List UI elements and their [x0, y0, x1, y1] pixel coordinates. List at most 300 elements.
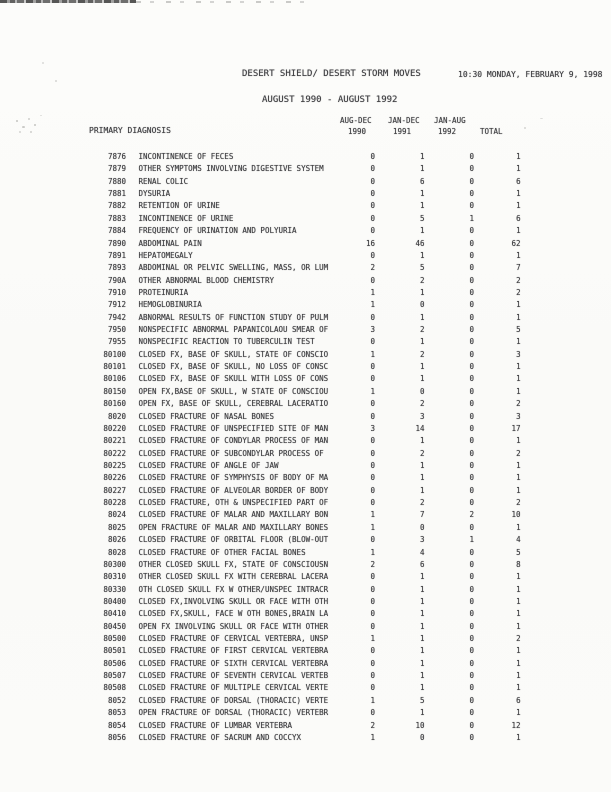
- count-jan-dec-1991: 1: [420, 201, 425, 211]
- count-aug-dec-1990: 0: [370, 312, 376, 322]
- count-jan-aug-1992: 0: [469, 448, 475, 458]
- diagnosis-label: INCONTINENCE OF FECES: [138, 152, 234, 161]
- diagnosis-code: 8028: [107, 547, 126, 557]
- diagnosis-code: 7876: [107, 152, 126, 161]
- count-jan-dec-1991: 4: [420, 547, 425, 557]
- count-aug-dec-1990: 2: [370, 263, 376, 273]
- diagnosis-label: CLOSED FRACTURE OF MULTIPLE CERVICAL VERTE: [138, 683, 329, 693]
- table-row: [0, 386, 611, 398]
- diagnosis-label: DYSURIA: [138, 189, 171, 199]
- table-row: [0, 522, 611, 534]
- table-row: [0, 732, 611, 744]
- table-row: [0, 596, 611, 608]
- count-jan-dec-1991: 0: [420, 522, 425, 532]
- table-row: [0, 608, 611, 620]
- diagnosis-code: 80160: [103, 399, 126, 409]
- diagnosis-code: 8026: [107, 535, 126, 545]
- table-row: [0, 324, 611, 336]
- count-aug-dec-1990: 0: [370, 708, 376, 718]
- diagnosis-code: 7881: [107, 189, 126, 199]
- diagnosis-label: OPEN FX INVOLVING SKULL OR FACE WITH OTHER: [138, 621, 329, 631]
- diagnosis-label: CLOSED FRACTURE, OTH & UNSPECIFIED PART OF: [138, 498, 329, 508]
- column-header-period3: JAN-AUG: [434, 116, 466, 125]
- count-jan-dec-1991: 1: [420, 658, 425, 668]
- count-jan-aug-1992: 0: [469, 226, 475, 236]
- count-total: 5: [516, 325, 521, 335]
- count-aug-dec-1990: 1: [370, 522, 376, 532]
- table-row: [0, 398, 611, 410]
- count-jan-dec-1991: 1: [420, 621, 425, 631]
- diagnosis-code: 7910: [107, 287, 126, 297]
- diagnosis-code: 80228: [103, 498, 126, 508]
- count-aug-dec-1990: 1: [370, 300, 376, 310]
- count-total: 7: [516, 263, 521, 273]
- diagnosis-label: CLOSED FRACTURE OF CERVICAL VERTEBRA, UNSP: [138, 634, 329, 644]
- scan-speck: [16, 120, 18, 122]
- count-total: 1: [516, 683, 521, 693]
- table-row: [0, 312, 611, 324]
- count-jan-dec-1991: 1: [420, 708, 425, 718]
- count-jan-aug-1992: 0: [469, 349, 475, 359]
- table-row: [0, 621, 611, 633]
- count-total: 1: [516, 300, 521, 310]
- table-row: [0, 584, 611, 596]
- count-total: 1: [516, 374, 521, 384]
- table-row: [0, 695, 611, 707]
- count-jan-dec-1991: 5: [420, 695, 425, 705]
- table-row: [0, 559, 611, 571]
- diagnosis-label: RENAL COLIC: [138, 176, 189, 186]
- count-total: 17: [511, 423, 521, 433]
- count-jan-dec-1991: 1: [420, 189, 425, 199]
- diagnosis-label: OPEN FRACTURE OF DORSAL (THORACIC) VERTEBR: [138, 708, 329, 718]
- diagnosis-label: INCONTINENCE OF URINE: [138, 213, 234, 223]
- table-row: [0, 448, 611, 460]
- count-jan-aug-1992: 0: [469, 300, 475, 310]
- table-row: [0, 287, 611, 299]
- count-jan-dec-1991: 3: [420, 535, 425, 545]
- count-jan-aug-1992: 0: [469, 374, 475, 384]
- count-jan-aug-1992: 0: [469, 695, 475, 705]
- count-jan-aug-1992: 0: [469, 312, 475, 322]
- count-aug-dec-1990: 0: [370, 646, 376, 656]
- table-body: [0, 151, 611, 744]
- count-jan-dec-1991: 1: [420, 362, 425, 372]
- diagnosis-code: 8025: [107, 522, 126, 532]
- diagnosis-code: 8056: [107, 732, 126, 742]
- table-row: [0, 435, 611, 447]
- count-total: 10: [511, 510, 521, 520]
- table-row: [0, 225, 611, 237]
- diagnosis-label: CLOSED FRACTURE OF ALVEOLAR BORDER OF BODY: [138, 485, 329, 495]
- count-aug-dec-1990: 0: [370, 584, 376, 594]
- count-aug-dec-1990: 0: [370, 535, 376, 545]
- diagnosis-label: CLOSED FRACTURE OF ORBITAL FLOOR (BLOW-OUT: [138, 535, 329, 545]
- scan-speck: [55, 80, 57, 82]
- count-total: 2: [516, 287, 521, 297]
- diagnosis-label: CLOSED FRACTURE OF UNSPECIFIED SITE OF MAN: [138, 423, 329, 433]
- count-jan-aug-1992: 0: [469, 732, 475, 742]
- scan-speck: [19, 131, 21, 133]
- count-jan-aug-1992: 0: [469, 547, 475, 557]
- count-jan-aug-1992: 0: [469, 498, 475, 508]
- table-row: [0, 188, 611, 200]
- diagnosis-label: CLOSED FX, BASE OF SKULL, NO LOSS OF CONSC: [138, 362, 329, 372]
- diagnosis-label: CLOSED FX, BASE OF SKULL WITH LOSS OF CONS: [138, 374, 329, 384]
- count-jan-dec-1991: 1: [420, 460, 425, 470]
- count-jan-aug-1992: 0: [469, 399, 475, 409]
- column-header-year3: 1992: [438, 127, 457, 136]
- count-jan-aug-1992: 0: [469, 152, 475, 161]
- diagnosis-code: 7879: [107, 164, 126, 174]
- count-aug-dec-1990: 0: [370, 621, 376, 631]
- count-jan-aug-1992: 2: [469, 510, 475, 520]
- count-aug-dec-1990: 1: [370, 695, 376, 705]
- count-total: 1: [516, 201, 521, 211]
- diagnosis-label: CLOSED FRACTURE OF CONDYLAR PROCESS OF MAN: [138, 436, 329, 446]
- count-jan-aug-1992: 0: [469, 559, 475, 569]
- count-jan-dec-1991: 10: [415, 720, 425, 730]
- count-total: 2: [516, 498, 521, 508]
- count-jan-aug-1992: 0: [469, 671, 475, 681]
- count-total: 5: [516, 547, 521, 557]
- count-jan-dec-1991: 1: [420, 646, 425, 656]
- count-total: 1: [516, 485, 521, 495]
- diagnosis-code: 80400: [103, 596, 126, 606]
- count-total: 4: [516, 535, 521, 545]
- count-jan-dec-1991: 1: [420, 634, 425, 644]
- count-total: 1: [516, 164, 521, 174]
- diagnosis-code: 7893: [107, 263, 126, 273]
- count-jan-dec-1991: 2: [420, 349, 425, 359]
- count-total: 1: [516, 312, 521, 322]
- count-jan-dec-1991: 1: [420, 164, 425, 174]
- table-row: [0, 200, 611, 212]
- table-row: [0, 645, 611, 657]
- count-total: 62: [511, 238, 521, 248]
- count-aug-dec-1990: 0: [370, 399, 376, 409]
- table-row: [0, 460, 611, 472]
- scan-speck: [34, 124, 36, 126]
- column-header-period1: AUG-DEC: [340, 116, 372, 125]
- count-jan-aug-1992: 0: [469, 720, 475, 730]
- count-total: 1: [516, 658, 521, 668]
- diagnosis-label: FREQUENCY OF URINATION AND POLYURIA: [138, 226, 297, 236]
- column-header-primary-diagnosis: PRIMARY DIAGNOSIS: [89, 126, 171, 135]
- count-aug-dec-1990: 1: [370, 349, 376, 359]
- diagnosis-label: CLOSED FRACTURE OF OTHER FACIAL BONES: [138, 547, 306, 557]
- diagnosis-code: 80220: [103, 423, 126, 433]
- count-aug-dec-1990: 0: [370, 213, 376, 223]
- table-row: [0, 497, 611, 509]
- count-jan-dec-1991: 5: [420, 263, 425, 273]
- count-jan-dec-1991: 1: [420, 312, 425, 322]
- count-jan-dec-1991: 0: [420, 386, 425, 396]
- count-total: 1: [516, 732, 521, 742]
- diagnosis-label: OTHER CLOSED SKULL FX WITH CEREBRAL LACERA: [138, 572, 329, 582]
- count-aug-dec-1990: 0: [370, 189, 376, 199]
- count-aug-dec-1990: 0: [370, 609, 376, 619]
- count-jan-aug-1992: 0: [469, 584, 475, 594]
- count-total: 12: [511, 720, 521, 730]
- count-aug-dec-1990: 3: [370, 423, 376, 433]
- count-aug-dec-1990: 0: [370, 275, 376, 285]
- count-aug-dec-1990: 3: [370, 325, 376, 335]
- diagnosis-code: 80300: [103, 559, 126, 569]
- count-jan-aug-1992: 0: [469, 609, 475, 619]
- diagnosis-code: 7891: [107, 250, 126, 260]
- scan-speck: [40, 115, 42, 116]
- table-row: [0, 720, 611, 732]
- scan-speck: [540, 118, 543, 119]
- count-aug-dec-1990: 0: [370, 164, 376, 174]
- count-aug-dec-1990: 0: [370, 485, 376, 495]
- diagnosis-label: CLOSED FRACTURE OF SYMPHYSIS OF BODY OF MA: [138, 473, 329, 483]
- diagnosis-label: ABNORMAL RESULTS OF FUNCTION STUDY OF PULM: [138, 312, 329, 322]
- count-total: 1: [516, 572, 521, 582]
- count-jan-aug-1992: 0: [469, 423, 475, 433]
- count-aug-dec-1990: 16: [366, 238, 376, 248]
- scan-speck: [524, 127, 526, 129]
- count-jan-dec-1991: 1: [420, 226, 425, 236]
- diagnosis-code: 80450: [103, 621, 126, 631]
- count-jan-dec-1991: 2: [420, 399, 425, 409]
- diagnosis-label: CLOSED FRACTURE OF LUMBAR VERTEBRA: [138, 720, 293, 730]
- diagnosis-code: 80508: [103, 683, 126, 693]
- diagnosis-code: 7955: [107, 337, 126, 347]
- diagnosis-code: 80507: [103, 671, 126, 681]
- count-jan-dec-1991: 1: [420, 374, 425, 384]
- table-row: [0, 373, 611, 385]
- count-jan-dec-1991: 2: [420, 325, 425, 335]
- diagnosis-code: 7882: [107, 201, 126, 211]
- diagnosis-label: CLOSED FRACTURE OF ANGLE OF JAW: [138, 460, 279, 470]
- table-row: [0, 547, 611, 559]
- scan-speck: [22, 126, 25, 128]
- count-jan-aug-1992: 0: [469, 646, 475, 656]
- count-jan-aug-1992: 0: [469, 287, 475, 297]
- count-aug-dec-1990: 2: [370, 720, 376, 730]
- count-jan-dec-1991: 1: [420, 287, 425, 297]
- count-jan-aug-1992: 0: [469, 708, 475, 718]
- column-header-year1: 1990: [348, 127, 367, 136]
- column-header-period2: JAN-DEC: [388, 116, 420, 125]
- count-jan-aug-1992: 1: [469, 535, 475, 545]
- count-aug-dec-1990: 0: [370, 226, 376, 236]
- count-jan-dec-1991: 1: [420, 250, 425, 260]
- diagnosis-code: 80150: [103, 386, 126, 396]
- count-jan-aug-1992: 0: [469, 325, 475, 335]
- count-total: 6: [516, 213, 521, 223]
- count-total: 1: [516, 621, 521, 631]
- count-jan-aug-1992: 0: [469, 473, 475, 483]
- table-row: [0, 151, 611, 163]
- count-aug-dec-1990: 0: [370, 572, 376, 582]
- table-row: [0, 163, 611, 175]
- count-jan-aug-1992: 0: [469, 658, 475, 668]
- diagnosis-code: 80106: [103, 374, 126, 384]
- count-aug-dec-1990: 0: [370, 448, 376, 458]
- diagnosis-code: 8052: [107, 695, 126, 705]
- diagnosis-label: OPEN FX,BASE OF SKULL, W STATE OF CONSCIOU: [138, 386, 329, 396]
- diagnosis-label: PROTEINURIA: [138, 287, 189, 297]
- diagnosis-code: 8024: [107, 510, 126, 520]
- count-jan-aug-1992: 0: [469, 337, 475, 347]
- count-jan-aug-1992: 0: [469, 621, 475, 631]
- count-jan-aug-1992: 0: [469, 436, 475, 446]
- count-jan-aug-1992: 0: [469, 522, 475, 532]
- count-aug-dec-1990: 0: [370, 658, 376, 668]
- count-jan-aug-1992: 0: [469, 201, 475, 211]
- count-aug-dec-1990: 0: [370, 250, 376, 260]
- count-total: 2: [516, 399, 521, 409]
- count-jan-dec-1991: 1: [420, 609, 425, 619]
- diagnosis-code: 80501: [103, 646, 126, 656]
- count-aug-dec-1990: 0: [370, 176, 376, 186]
- diagnosis-code: 80227: [103, 485, 126, 495]
- diagnosis-code: 8053: [107, 708, 126, 718]
- count-total: 1: [516, 596, 521, 606]
- diagnosis-code: 7883: [107, 213, 126, 223]
- count-jan-aug-1992: 1: [469, 213, 475, 223]
- count-total: 1: [516, 436, 521, 446]
- count-total: 1: [516, 250, 521, 260]
- table-row: [0, 658, 611, 670]
- diagnosis-label: ABDOMINAL PAIN: [138, 238, 202, 248]
- report-title: DESERT SHIELD/ DESERT STORM MOVES: [242, 69, 421, 79]
- table-row: [0, 213, 611, 225]
- count-jan-aug-1992: 0: [469, 683, 475, 693]
- table-row: [0, 299, 611, 311]
- count-aug-dec-1990: 0: [370, 436, 376, 446]
- count-jan-dec-1991: 1: [420, 683, 425, 693]
- count-jan-aug-1992: 0: [469, 189, 475, 199]
- diagnosis-code: 80101: [103, 362, 126, 372]
- diagnosis-label: CLOSED FX, BASE OF SKULL, STATE OF CONSCIO: [138, 349, 329, 359]
- count-total: 1: [516, 226, 521, 236]
- count-aug-dec-1990: 0: [370, 460, 376, 470]
- count-jan-aug-1992: 0: [469, 176, 475, 186]
- count-jan-aug-1992: 0: [469, 238, 475, 248]
- count-aug-dec-1990: 1: [370, 386, 376, 396]
- count-aug-dec-1990: 0: [370, 683, 376, 693]
- count-jan-aug-1992: 0: [469, 485, 475, 495]
- count-total: 1: [516, 337, 521, 347]
- table-row: [0, 472, 611, 484]
- diagnosis-code: 80221: [103, 436, 126, 446]
- diagnosis-label: NONSPECIFIC ABNORMAL PAPANICOLAOU SMEAR OF: [138, 325, 329, 335]
- table-row: [0, 275, 611, 287]
- count-jan-dec-1991: 1: [420, 152, 425, 161]
- count-jan-dec-1991: 1: [420, 596, 425, 606]
- count-jan-aug-1992: 0: [469, 411, 475, 421]
- diagnosis-code: 7912: [107, 300, 126, 310]
- diagnosis-label: NONSPECIFIC REACTION TO TUBERCULIN TEST: [138, 337, 315, 347]
- table-row: [0, 176, 611, 188]
- diagnosis-code: 7880: [107, 176, 126, 186]
- count-total: 2: [516, 448, 521, 458]
- diagnosis-code: 80226: [103, 473, 126, 483]
- count-jan-dec-1991: 2: [420, 498, 425, 508]
- scan-speck: [30, 131, 32, 133]
- diagnosis-code: 80310: [103, 572, 126, 582]
- count-jan-dec-1991: 7: [420, 510, 425, 520]
- count-total: 3: [516, 349, 521, 359]
- count-jan-dec-1991: 1: [420, 436, 425, 446]
- count-total: 1: [516, 522, 521, 532]
- diagnosis-label: OPEN FX, BASE OF SKULL, CEREBRAL LACERATIO: [138, 399, 329, 409]
- count-aug-dec-1990: 0: [370, 498, 376, 508]
- table-row: [0, 336, 611, 348]
- scan-streak-artifact: [0, 0, 136, 3]
- count-total: 2: [516, 275, 521, 285]
- count-aug-dec-1990: 0: [370, 362, 376, 372]
- count-jan-dec-1991: 6: [420, 559, 425, 569]
- count-jan-aug-1992: 0: [469, 460, 475, 470]
- count-aug-dec-1990: 1: [370, 732, 376, 742]
- count-total: 1: [516, 386, 521, 396]
- count-total: 1: [516, 609, 521, 619]
- table-row: [0, 682, 611, 694]
- count-jan-aug-1992: 0: [469, 634, 475, 644]
- count-aug-dec-1990: 0: [370, 596, 376, 606]
- scan-speck: [28, 118, 30, 120]
- table-row: [0, 250, 611, 262]
- count-aug-dec-1990: 0: [370, 374, 376, 384]
- count-jan-dec-1991: 3: [420, 411, 425, 421]
- count-total: 1: [516, 460, 521, 470]
- scan-streak-artifact-faint: [136, 1, 306, 3]
- diagnosis-label: OTHER SYMPTOMS INVOLVING DIGESTIVE SYSTEM: [138, 164, 324, 174]
- diagnosis-label: CLOSED FX,INVOLVING SKULL OR FACE WITH OTH: [138, 596, 329, 606]
- count-total: 8: [516, 559, 521, 569]
- table-row: [0, 707, 611, 719]
- count-jan-aug-1992: 0: [469, 263, 475, 273]
- scan-speck: [42, 62, 44, 64]
- count-jan-dec-1991: 1: [420, 671, 425, 681]
- count-jan-dec-1991: 5: [420, 213, 425, 223]
- diagnosis-code: 80225: [103, 460, 126, 470]
- count-aug-dec-1990: 0: [370, 152, 376, 161]
- count-jan-dec-1991: 1: [420, 337, 425, 347]
- count-total: 3: [516, 411, 521, 421]
- count-total: 1: [516, 584, 521, 594]
- count-jan-aug-1992: 0: [469, 362, 475, 372]
- diagnosis-label: CLOSED FX,SKULL, FACE W OTH BONES,BRAIN LA: [138, 609, 329, 619]
- count-aug-dec-1990: 0: [370, 201, 376, 211]
- diagnosis-label: CLOSED FRACTURE OF FIRST CERVICAL VERTEBRA: [138, 646, 329, 656]
- column-header-total: TOTAL: [480, 127, 503, 136]
- diagnosis-code: 7950: [107, 325, 126, 335]
- count-aug-dec-1990: 1: [370, 510, 376, 520]
- table-row: [0, 361, 611, 373]
- count-jan-dec-1991: 1: [420, 572, 425, 582]
- diagnosis-code: 7942: [107, 312, 126, 322]
- diagnosis-code: 8054: [107, 720, 126, 730]
- count-jan-dec-1991: 14: [415, 423, 425, 433]
- count-jan-dec-1991: 1: [420, 485, 425, 495]
- diagnosis-label: CLOSED FRACTURE OF SUBCONDYLAR PROCESS OF: [138, 448, 324, 458]
- diagnosis-label: OTH CLOSED SKULL FX W OTHER/UNSPEC INTRACR: [138, 584, 329, 594]
- count-jan-dec-1991: 0: [420, 300, 425, 310]
- count-aug-dec-1990: 0: [370, 473, 376, 483]
- diagnosis-label: OPEN FRACTURE OF MALAR AND MAXILLARY BONES: [138, 522, 329, 532]
- count-jan-dec-1991: 1: [420, 473, 425, 483]
- table-row: [0, 534, 611, 546]
- count-aug-dec-1990: 2: [370, 559, 376, 569]
- column-header-year2: 1991: [393, 127, 412, 136]
- count-total: 1: [516, 152, 521, 161]
